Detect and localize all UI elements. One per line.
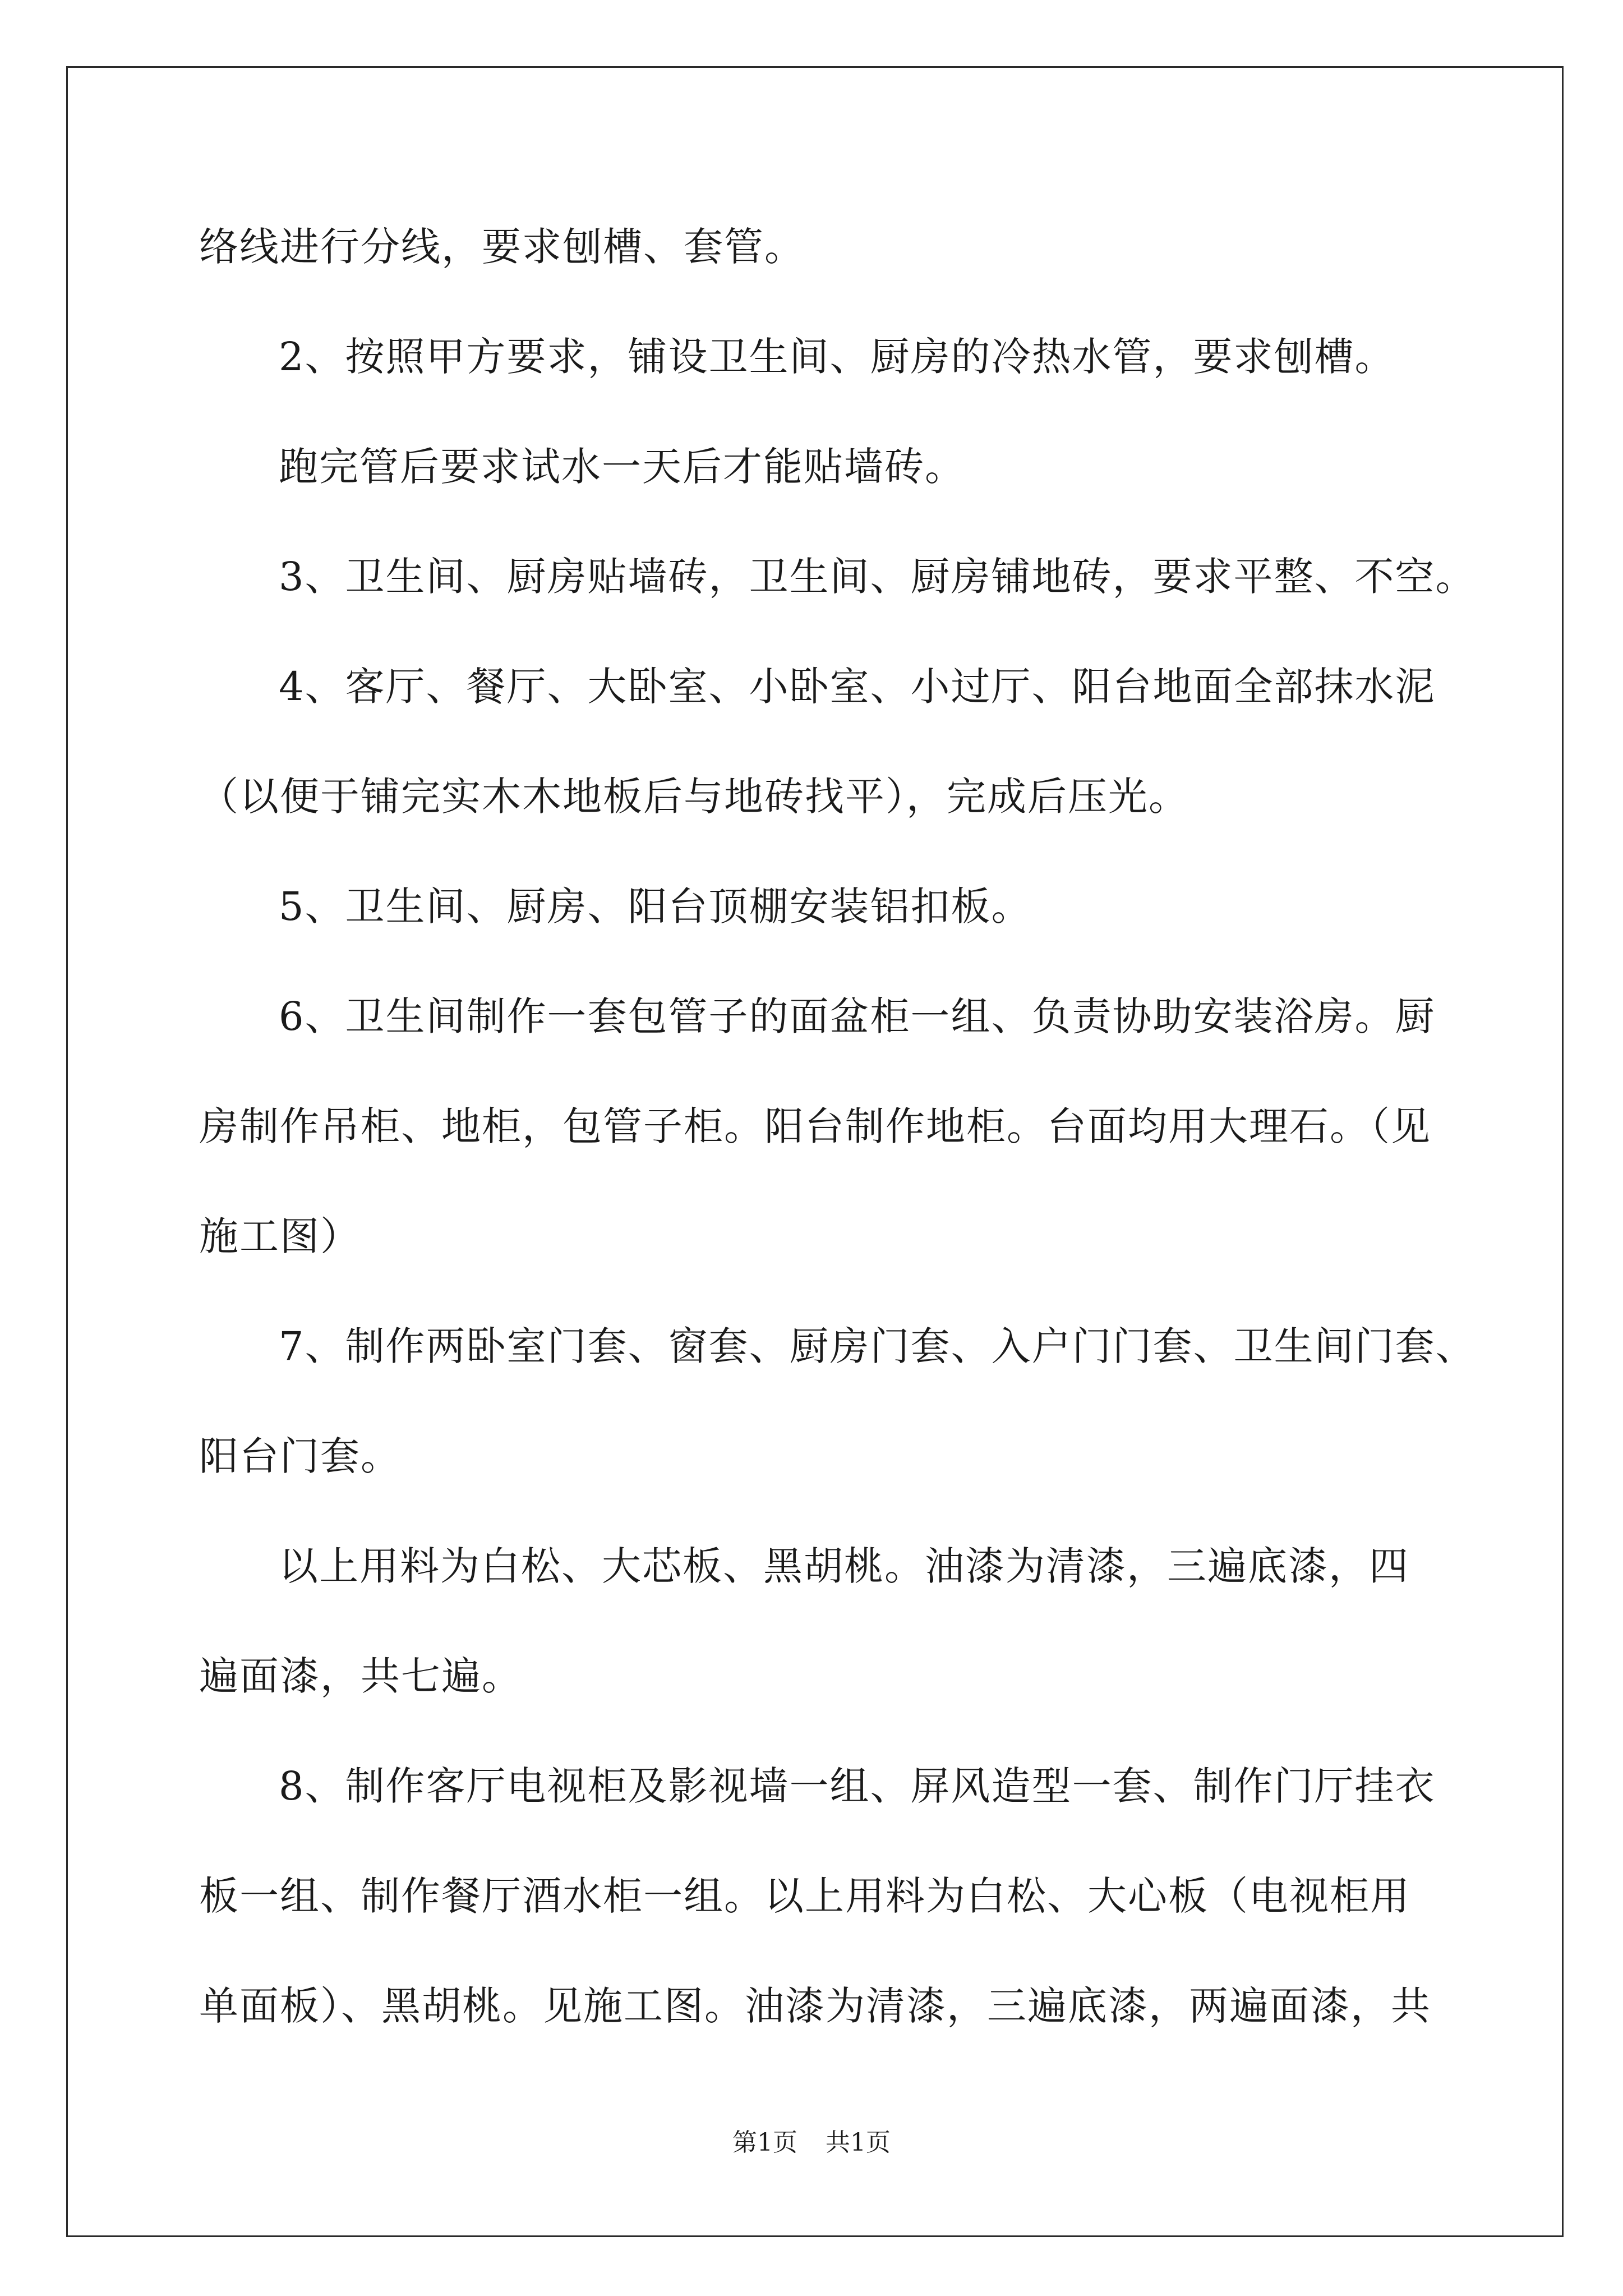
text-line-16: 板一组、制作餐厅酒水柜一组。以上用料为白松、大心板（电视柜用 [199, 1873, 1410, 1919]
text-line-8: 6、卫生间制作一套包管子的面盆柜一组、负责协助安装浴房。厨 [279, 993, 1436, 1039]
text-line-17: 单面板）、黑胡桃。见施工图。油漆为清漆，三遍底漆，两遍面漆，共 [199, 1983, 1431, 2029]
text-line-4: 3、卫生间、厨房贴墙砖，卫生间、厨房铺地砖，要求平整、不空。 [279, 554, 1476, 600]
text-line-11: 7、制作两卧室门套、窗套、厨房门套、入户门门套、卫生间门套、 [279, 1323, 1476, 1369]
page-number-total: 共1页 [826, 2128, 891, 2157]
text-line-9: 房制作吊柜、地柜，包管子柜。阳台制作地柜。台面均用大理石。（见 [199, 1103, 1431, 1149]
text-line-14: 遍面漆，共七遍。 [199, 1653, 522, 1699]
page-footer [0, 2126, 1623, 2160]
page-number-current: 第1页 [732, 2128, 797, 2157]
text-line-5: 4、客厅、餐厅、大卧室、小卧室、小过厅、阳台地面全部抹水泥 [279, 664, 1436, 710]
text-line-2: 2、按照甲方要求，铺设卫生间、厨房的冷热水管，要求刨槽。 [279, 334, 1395, 380]
text-line-12: 阳台门套。 [199, 1433, 401, 1479]
text-line-13: 以上用料为白松、大芯板、黑胡桃。油漆为清漆，三遍底漆，四 [279, 1543, 1409, 1589]
text-line-3: 跑完管后要求试水一天后才能贴墙砖。 [279, 444, 965, 490]
text-line-1: 络线进行分线，要求刨槽、套管。 [199, 224, 805, 270]
text-line-6: （以便于铺完实木木地板后与地砖找平），完成后压光。 [199, 774, 1189, 820]
text-line-15: 8、制作客厅电视柜及影视墙一组、屏风造型一套、制作门厅挂衣 [279, 1763, 1436, 1809]
text-line-10: 施工图） [199, 1213, 361, 1259]
text-line-7: 5、卫生间、厨房、阳台顶棚安装铝扣板。 [279, 884, 1032, 930]
